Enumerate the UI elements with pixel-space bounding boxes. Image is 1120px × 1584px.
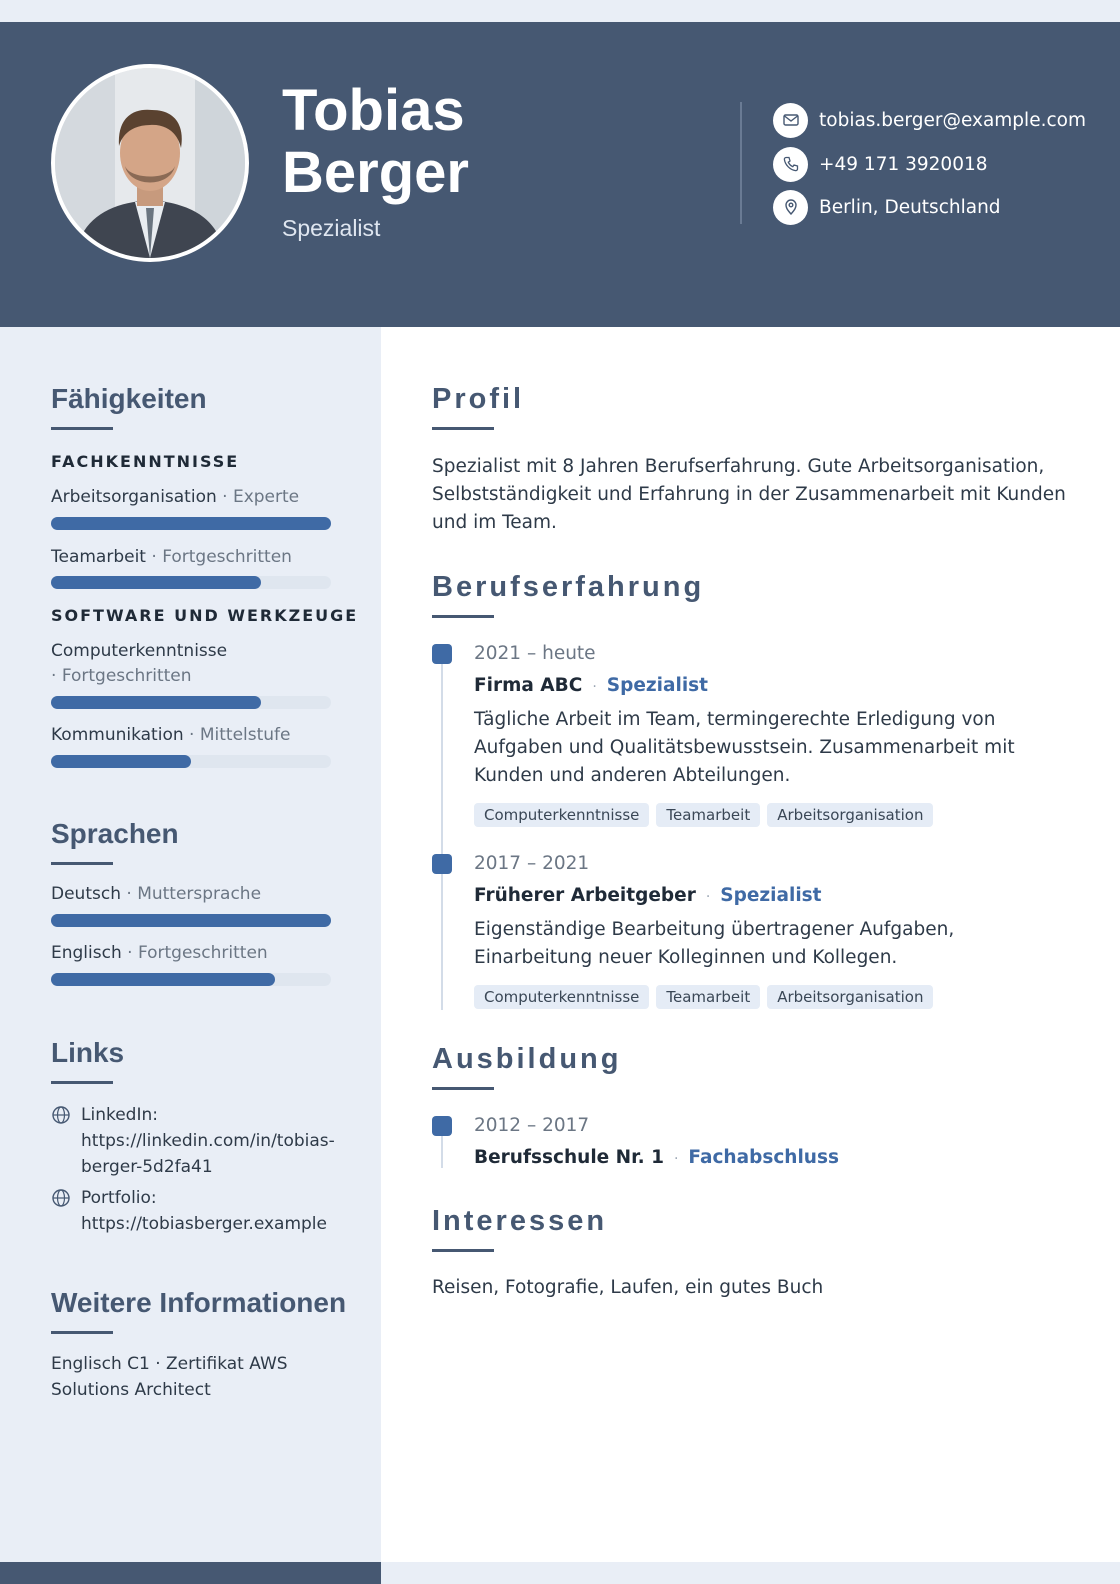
bottom-strip bbox=[381, 1562, 1120, 1584]
globe-icon bbox=[51, 1188, 71, 1208]
link-portfolio[interactable] bbox=[51, 1185, 341, 1237]
experience-position: Spezialist bbox=[606, 675, 709, 696]
skill-level: Experte bbox=[232, 487, 300, 507]
education-date: 2012 – 2017 bbox=[474, 1115, 590, 1136]
education-heading: Ausbildung bbox=[432, 1043, 622, 1075]
interests-heading-underline bbox=[432, 1249, 494, 1252]
title-separator: · bbox=[705, 889, 711, 905]
language-label: Englisch · Fortgeschritten bbox=[51, 943, 268, 963]
experience-description: Tägliche Arbeit im Team, termingerechte Erledigung von Aufgaben und Qualitätsbewusstsein. Zusammenarbeit mit Kunden und anderen Abteilungen. bbox=[474, 709, 1015, 786]
contact-phone-text: +49 171 3920018 bbox=[819, 153, 988, 175]
experience-timeline-line bbox=[441, 655, 443, 1010]
skill-level: Mittelstufe bbox=[199, 725, 291, 745]
contact-phone[interactable] bbox=[773, 146, 988, 182]
contact-location-text: Berlin, Deutschland bbox=[819, 196, 1001, 218]
education-degree: Fachabschluss bbox=[688, 1147, 840, 1168]
tag: Teamarbeit bbox=[656, 985, 760, 1009]
experience-org: Firma ABC bbox=[474, 675, 583, 696]
skill-label: Computerkenntnisse · Fortgeschritten bbox=[51, 641, 228, 686]
skill-name: Kommunikation bbox=[51, 725, 184, 745]
more-info-heading: Weitere Informationen bbox=[51, 1287, 347, 1318]
candidate-name bbox=[282, 80, 469, 204]
timeline-marker bbox=[432, 854, 452, 874]
link-portfolio-text[interactable] bbox=[81, 1185, 327, 1237]
skill-bar-fill bbox=[51, 517, 331, 530]
tag: Arbeitsorganisation bbox=[767, 985, 933, 1009]
contact-email[interactable] bbox=[773, 102, 1086, 138]
link-linkedin-text[interactable] bbox=[81, 1102, 341, 1180]
skill-bar-fill bbox=[51, 696, 261, 709]
link-label: LinkedIn: bbox=[81, 1105, 158, 1125]
experience-description: Eigenständige Bearbeitung übertragener Aufgaben, Einarbeitung neuer Kolleginnen und Kollegen. bbox=[474, 919, 955, 968]
avatar-portrait bbox=[55, 68, 245, 258]
education-heading-underline bbox=[432, 1087, 494, 1090]
tag: Computerkenntnisse bbox=[474, 985, 649, 1009]
timeline-marker bbox=[432, 1116, 452, 1136]
contact-location bbox=[773, 189, 1001, 225]
link-label: Portfolio: bbox=[81, 1188, 157, 1208]
language-bar-fill bbox=[51, 973, 275, 986]
experience-title bbox=[474, 883, 822, 910]
tag: Arbeitsorganisation bbox=[767, 803, 933, 827]
skill-bar bbox=[51, 755, 331, 768]
language-bar bbox=[51, 914, 331, 927]
experience-position: Spezialist bbox=[720, 885, 822, 906]
language-name: Englisch bbox=[51, 943, 122, 963]
skills-heading-underline bbox=[51, 427, 113, 430]
skills-heading: Fähigkeiten bbox=[51, 383, 207, 414]
tag: Computerkenntnisse bbox=[474, 803, 649, 827]
skill-name: Teamarbeit bbox=[51, 547, 146, 567]
language-name: Deutsch bbox=[51, 884, 121, 904]
links-heading-underline bbox=[51, 1081, 113, 1084]
skill-label: Kommunikation · Mittelstufe bbox=[51, 725, 291, 745]
skill-bar bbox=[51, 517, 331, 530]
skill-level: Fortgeschritten bbox=[162, 547, 292, 567]
experience-org: Früherer Arbeitgeber bbox=[474, 885, 696, 906]
experience-tags bbox=[474, 803, 940, 827]
interests-heading: Interessen bbox=[432, 1205, 608, 1237]
experience-heading: Berufserfahrung bbox=[432, 571, 705, 603]
experience-tags bbox=[474, 985, 940, 1009]
timeline-marker bbox=[432, 644, 452, 664]
link-url[interactable]: https://linkedin.com/in/tobias-berger-5d2fa41 bbox=[81, 1131, 335, 1177]
languages-heading: Sprachen bbox=[51, 818, 179, 849]
contact-divider bbox=[740, 102, 742, 224]
avatar bbox=[51, 64, 249, 262]
skill-bar bbox=[51, 576, 331, 589]
profile-heading: Profil bbox=[432, 383, 525, 415]
skill-bar bbox=[51, 696, 331, 709]
skill-label: Teamarbeit · Fortgeschritten bbox=[51, 547, 292, 567]
skill-label: Arbeitsorganisation · Experte bbox=[51, 487, 300, 507]
candidate-title: Spezialist bbox=[282, 215, 381, 241]
phone-icon bbox=[773, 147, 808, 182]
skill-name: Computerkenntnisse bbox=[51, 641, 228, 661]
title-separator: · bbox=[673, 1151, 679, 1167]
last-name: Berger bbox=[282, 140, 469, 205]
skill-name: Arbeitsorganisation bbox=[51, 487, 217, 507]
experience-heading-underline bbox=[432, 615, 494, 618]
footer-bar bbox=[0, 1562, 381, 1584]
first-name: Tobias bbox=[282, 78, 465, 143]
skills-subcategory-expertise: FACHKENNTNISSE bbox=[51, 452, 240, 471]
more-info-heading-underline bbox=[51, 1331, 113, 1334]
interests-text: Reisen, Fotografie, Laufen, ein gutes Buch bbox=[432, 1277, 824, 1298]
location-icon bbox=[773, 190, 808, 225]
language-label: Deutsch · Muttersprache bbox=[51, 884, 262, 904]
tag: Teamarbeit bbox=[656, 803, 760, 827]
contact-email-text: tobias.berger@example.com bbox=[819, 109, 1086, 131]
profile-heading-underline bbox=[432, 427, 494, 430]
languages-heading-underline bbox=[51, 862, 113, 865]
education-title bbox=[474, 1145, 839, 1172]
language-bar bbox=[51, 973, 331, 986]
title-separator: · bbox=[592, 679, 597, 695]
education-org: Berufsschule Nr. 1 bbox=[474, 1147, 664, 1168]
globe-icon bbox=[51, 1105, 71, 1125]
experience-date: 2021 – heute bbox=[474, 643, 596, 664]
language-level: Muttersprache bbox=[137, 884, 262, 904]
language-level: Fortgeschritten bbox=[137, 943, 268, 963]
link-linkedin[interactable] bbox=[51, 1102, 341, 1180]
experience-date: 2017 – 2021 bbox=[474, 853, 590, 874]
skill-level: Fortgeschritten bbox=[61, 666, 192, 686]
top-strip bbox=[381, 0, 1120, 22]
more-info-text: Englisch C1 · Zertifikat AWS Solutions Architect bbox=[51, 1354, 288, 1400]
skills-subcategory-software: SOFTWARE UND WERKZEUGE bbox=[51, 606, 359, 625]
skill-bar-fill bbox=[51, 755, 191, 768]
profile-text: Spezialist mit 8 Jahren Berufserfahrung. Gute Arbeitsorganisation, Selbstständigkeit und Erfahrung in der Zusammenarbeit mit Kunden und im Team. bbox=[432, 456, 1066, 533]
skill-bar-fill bbox=[51, 576, 261, 589]
language-bar-fill bbox=[51, 914, 331, 927]
experience-title bbox=[474, 673, 708, 700]
mail-icon bbox=[773, 103, 808, 138]
link-url[interactable]: https://tobiasberger.example bbox=[81, 1214, 327, 1234]
links-heading: Links bbox=[51, 1037, 125, 1068]
